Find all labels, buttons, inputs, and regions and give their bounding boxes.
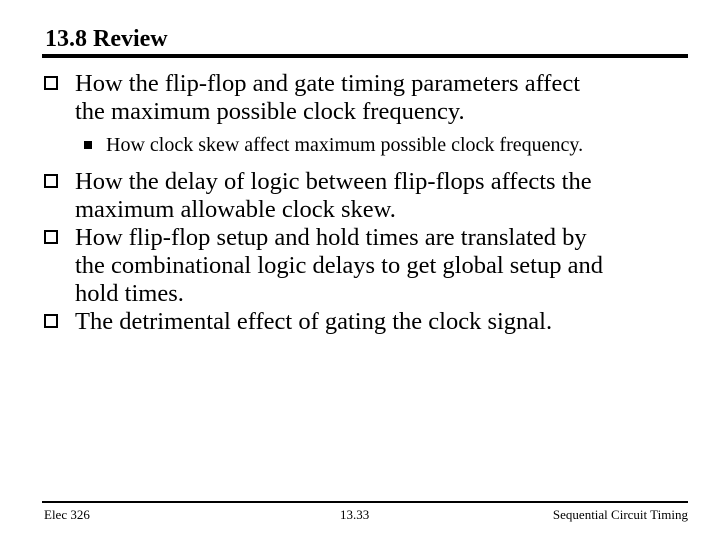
footer-slide-number: 13.33 [340, 507, 370, 522]
footer-topic: Sequential Circuit Timing [552, 507, 688, 522]
hollow-square-bullet-icon [44, 76, 58, 90]
filled-square-bullet-icon [84, 141, 92, 149]
bullet-line: The detrimental effect of gating the clock signal. [75, 308, 553, 335]
bullet-item [42, 70, 692, 126]
slide-title: 13.8 Review [45, 26, 168, 52]
bullet-list [42, 70, 692, 336]
sub-bullet-line: How clock skew affect maximum possible clock frequency. [106, 134, 584, 156]
bullet-item [42, 168, 692, 224]
bullet-line: maximum allowable clock skew. [75, 196, 396, 223]
bullet-line: How the flip-flop and gate timing parameters affect [75, 70, 581, 97]
sub-bullet-item [42, 133, 692, 157]
bullet-item [42, 308, 692, 336]
hollow-square-bullet-icon [44, 174, 58, 188]
bullet-line: the combinational logic delays to get global setup and [75, 252, 603, 279]
hollow-square-bullet-icon [44, 314, 58, 328]
title-divider [42, 54, 688, 58]
bullet-line: hold times. [75, 280, 184, 307]
footer-divider [42, 501, 688, 503]
bullet-line: the maximum possible clock frequency. [75, 98, 465, 125]
bullet-item [42, 224, 692, 308]
hollow-square-bullet-icon [44, 230, 58, 244]
bullet-line: How the delay of logic between flip-flops affects the [75, 168, 592, 195]
bullet-line: How flip-flop setup and hold times are translated by [75, 224, 587, 251]
footer-course: Elec 326 [44, 507, 90, 522]
